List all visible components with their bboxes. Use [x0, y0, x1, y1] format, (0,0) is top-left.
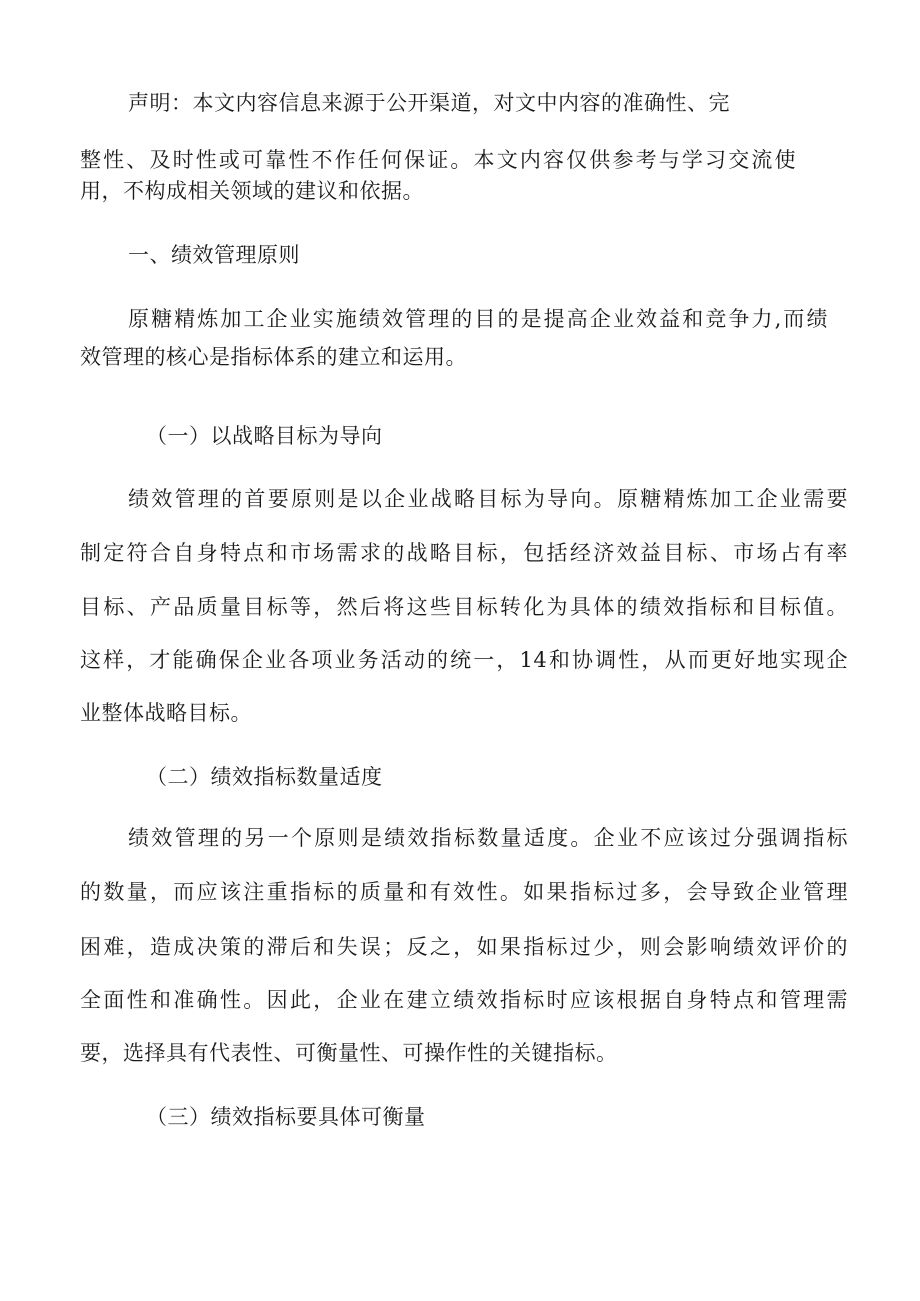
disclaimer-line-1: 声明：本文内容信息来源于公开渠道，对文中内容的准确性、完 — [128, 91, 730, 115]
disclaimer-line-3: 用，不构成相关领域的建议和依据。 — [80, 179, 424, 203]
section-heading-1: 一、绩效管理原则 — [128, 243, 300, 267]
section1-intro-line-2: 效管理的核心是指标体系的建立和运用。 — [80, 345, 467, 369]
sub2-para-line-1: 绩效管理的另一个原则是绩效指标数量适度。企业不应该过分强调指标 — [128, 826, 848, 850]
subsection-heading-3: （三）绩效指标要具体可衡量 — [146, 1105, 426, 1129]
sub1-para-line-4: 这样，才能确保企业各项业务活动的统一，14和协调性，从而更好地实现企 — [80, 648, 848, 672]
sub2-para-line-2: 的数量，而应该注重指标的质量和有效性。如果指标过多，会导致企业管理 — [80, 880, 848, 904]
sub1-para-line-5: 业整体战略目标。 — [80, 701, 252, 725]
sub2-para-line-3: 困难，造成决策的滞后和失误；反之，如果指标过少，则会影响绩效评价的 — [80, 935, 848, 959]
subsection-heading-1: （一）以战略目标为导向 — [146, 424, 383, 448]
sub2-para-line-5: 要，选择具有代表性、可衡量性、可操作性的关键指标。 — [80, 1041, 618, 1065]
subsection-heading-2: （二）绩效指标数量适度 — [146, 765, 383, 789]
sub1-para-line-2: 制定符合自身特点和市场需求的战略目标，包括经济效益目标、市场占有率 — [80, 541, 848, 565]
sub1-para-line-1: 绩效管理的首要原则是以企业战略目标为导向。原糖精炼加工企业需要 — [128, 487, 848, 511]
sub2-para-line-4: 全面性和准确性。因此，企业在建立绩效指标时应该根据自身特点和管理需 — [80, 988, 848, 1012]
disclaimer-line-2: 整性、及时性或可靠性不作任何保证。本文内容仅供参考与学习交流使 — [80, 148, 796, 172]
sub1-para-line-3: 目标、产品质量目标等，然后将这些目标转化为具体的绩效指标和目标值。 — [80, 595, 848, 619]
section1-intro-line-1: 原糖精炼加工企业实施绩效管理的目的是提高企业效益和竞争力,而绩 — [128, 307, 828, 331]
